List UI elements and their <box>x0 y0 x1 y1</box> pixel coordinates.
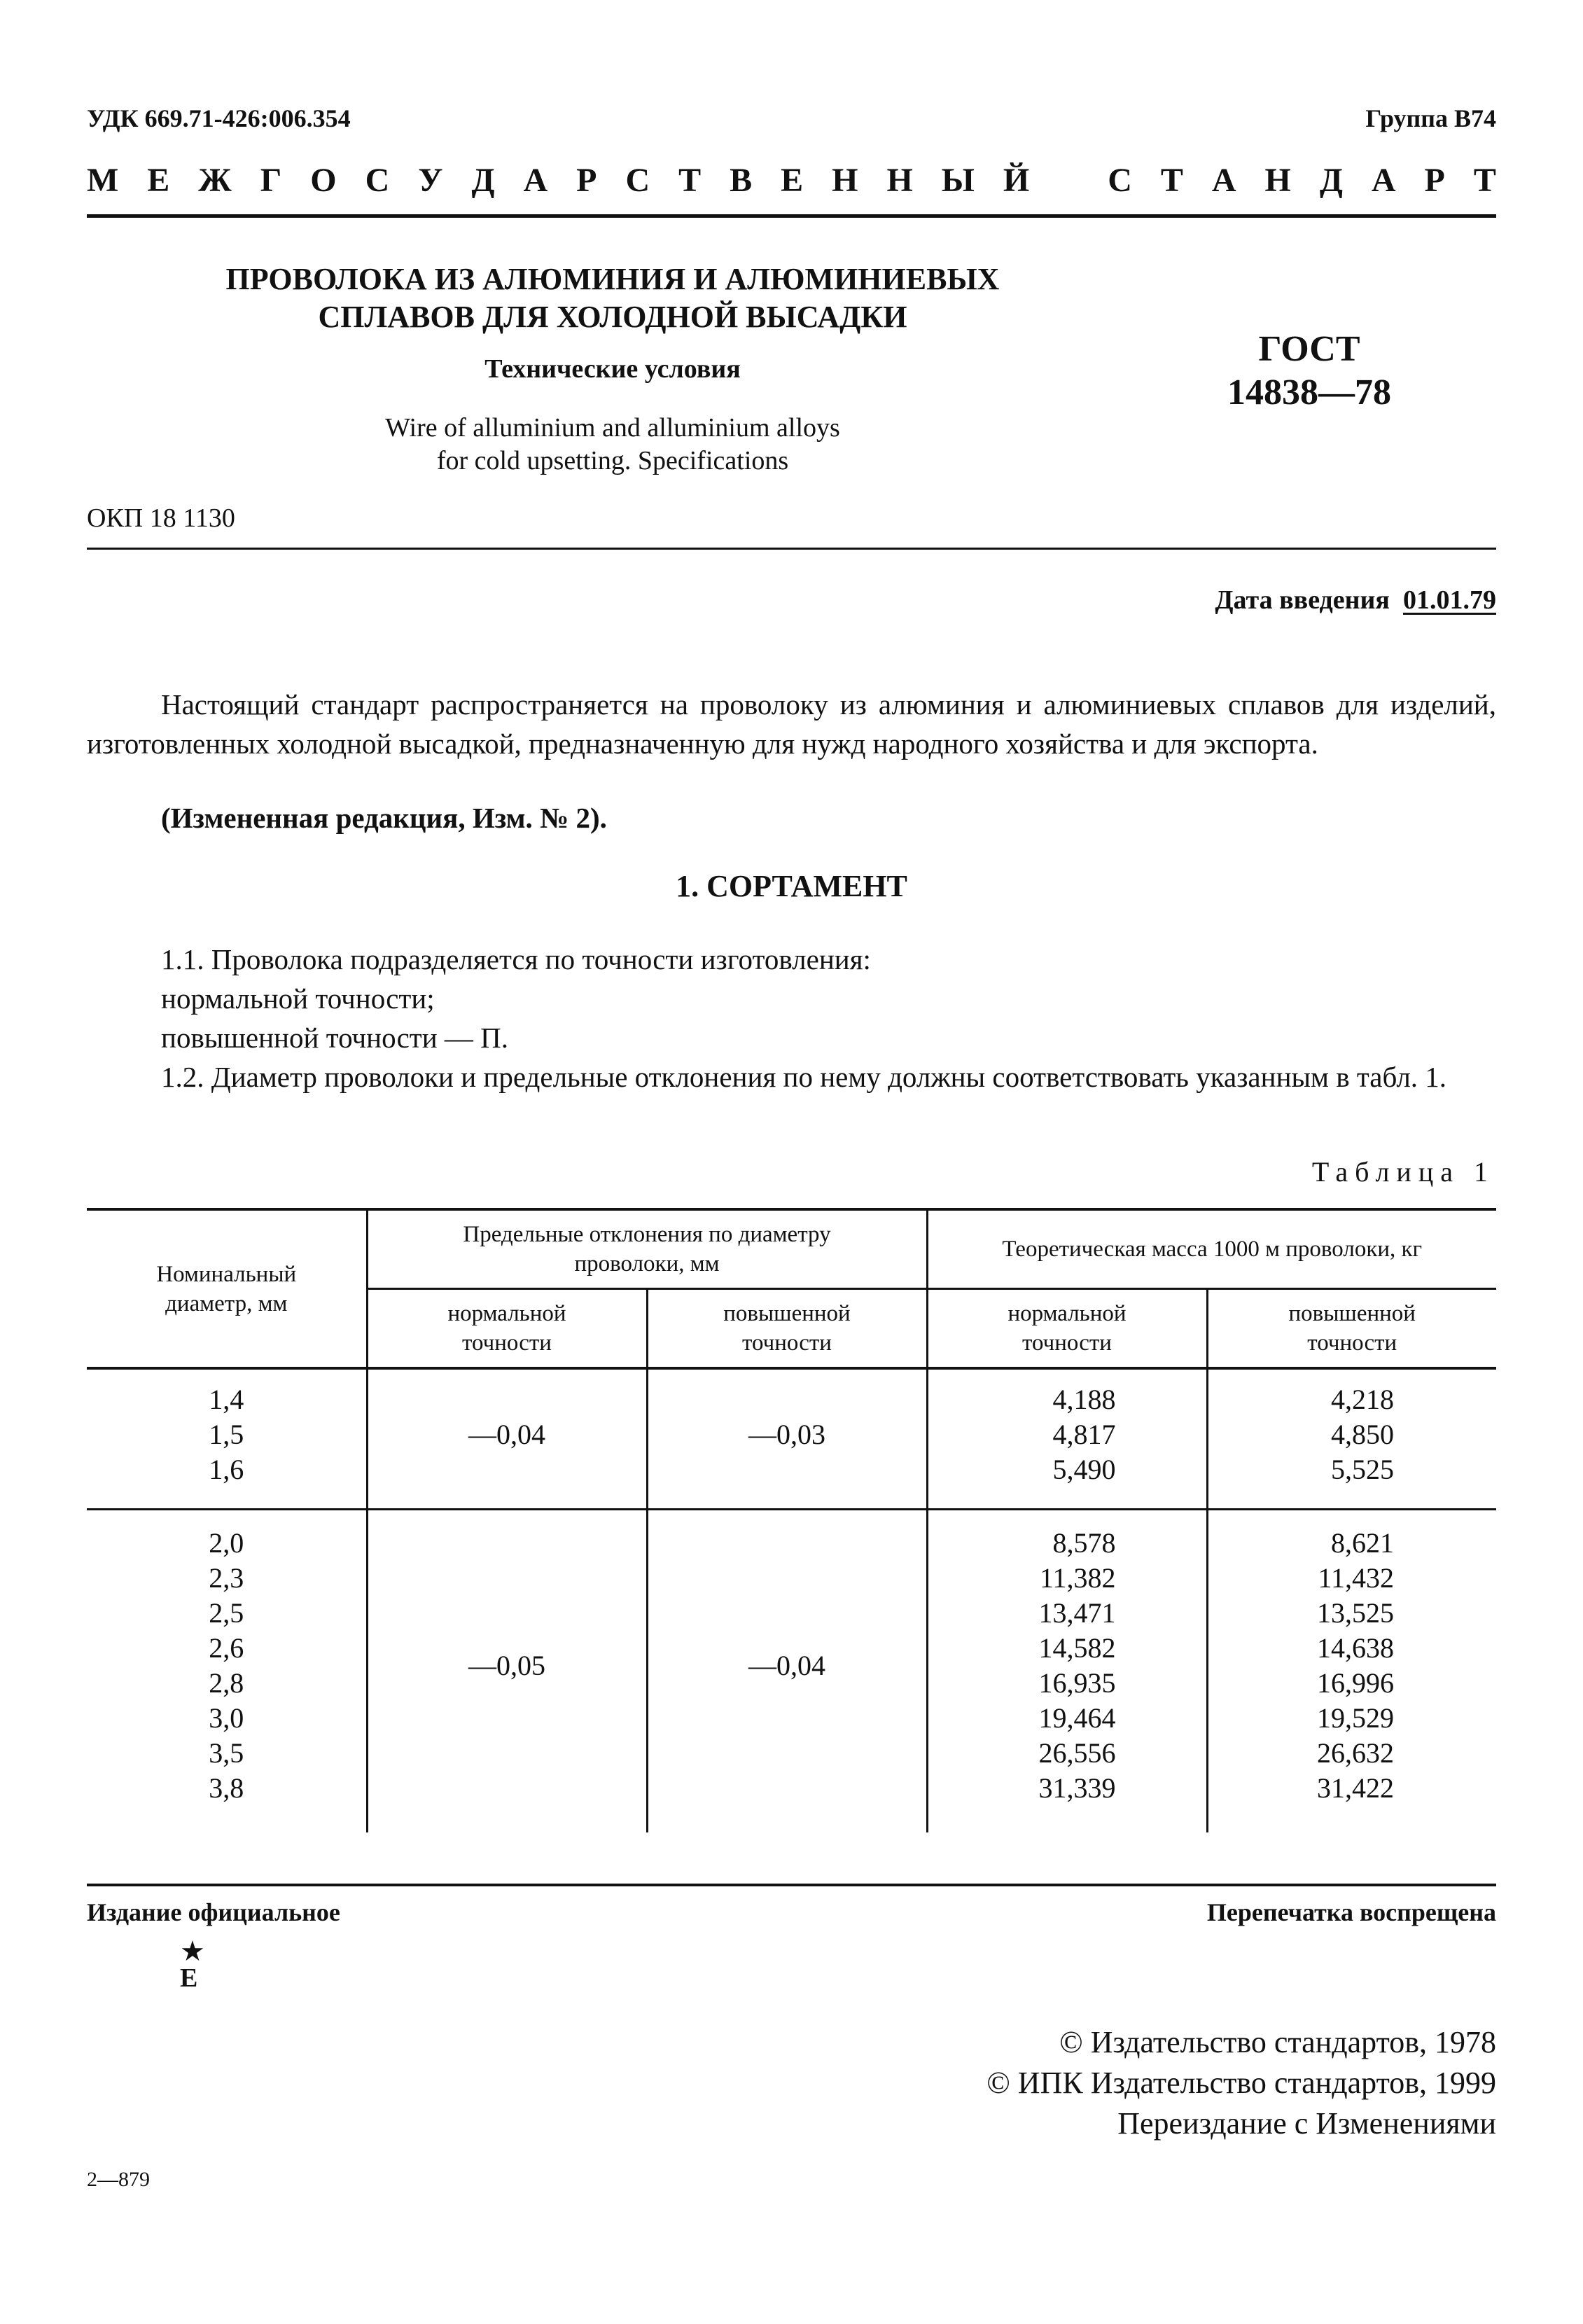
copyright-block <box>986 2022 1496 2144</box>
cell-value: 8,621 <box>1331 1527 1394 1559</box>
cell-value: 11,432 <box>1318 1562 1394 1594</box>
official-edition: Издание официальное <box>87 1898 340 1926</box>
heading-gap <box>1058 161 1079 200</box>
cell-mass-high <box>1207 1510 1496 1833</box>
cell-value: 19,464 <box>1038 1702 1116 1734</box>
copyright-1999: © ИПК Издательство стандартов, 1999 <box>986 2066 1496 2100</box>
header-dev-normal: нормальной точности <box>367 1289 647 1369</box>
cell-value: 1,6 <box>209 1454 244 1485</box>
heading-letter: Р <box>576 162 597 199</box>
cell-value: 4,817 <box>1052 1419 1116 1450</box>
header-mass-high: повышенной точности <box>1207 1289 1496 1369</box>
cell-dev-high: —0,03 <box>647 1368 927 1510</box>
document-title <box>140 260 1085 336</box>
gost-designation <box>1183 328 1435 415</box>
english-title-line-2: for cold upsetting. Specifications <box>436 446 789 475</box>
heading-letter: С <box>1108 162 1132 199</box>
english-title-line-1: Wire of alluminium and alluminium alloys <box>385 413 840 443</box>
cell-value: 2,8 <box>209 1667 244 1699</box>
heading-letter: Р <box>1424 162 1445 199</box>
heading-letter: М <box>87 162 119 199</box>
star-icon: ★ <box>180 1935 205 1967</box>
cell-value: 16,935 <box>1038 1667 1116 1699</box>
gost-number: 14838—78 <box>1227 373 1391 412</box>
table-row <box>87 1510 1496 1833</box>
section-heading: 1. СОРТАМЕНТ <box>676 869 907 903</box>
heading-letter: Н <box>832 162 858 199</box>
cell-dev-normal: —0,04 <box>367 1368 647 1510</box>
heading-letter: Е <box>781 162 804 199</box>
cell-value: 3,8 <box>209 1772 244 1804</box>
cell-value: 3,5 <box>209 1737 244 1769</box>
heading-letter: Е <box>147 162 170 199</box>
cell-value: 13,471 <box>1038 1597 1116 1629</box>
table-1 <box>87 1208 1496 1832</box>
title-line-1: ПРОВОЛОКА ИЗ АЛЮМИНИЯ И АЛЮМИНИЕВЫХ <box>225 262 1000 296</box>
amendment-note: (Измененная редакция, Изм. № 2). <box>161 802 607 834</box>
cell-mass-normal <box>927 1368 1207 1510</box>
title-rule <box>87 548 1496 550</box>
heading-letter: Д <box>471 162 495 199</box>
cell-value: 14,638 <box>1317 1632 1394 1664</box>
copyright-1978: © Издательство стандартов, 1978 <box>1059 2025 1496 2059</box>
cell-value: 14,582 <box>1038 1632 1116 1664</box>
page-code: 2—879 <box>87 2168 150 2191</box>
heading-letter: В <box>730 162 753 199</box>
header-mass: Теоретическая масса 1000 м проволоки, кг <box>927 1209 1496 1289</box>
heading-letter: А <box>523 162 548 199</box>
header-rule <box>87 214 1496 218</box>
cell-diameters <box>87 1368 367 1510</box>
heading-letter: С <box>625 162 650 199</box>
cell-value: 3,0 <box>209 1702 244 1734</box>
cell-value: 26,556 <box>1038 1737 1116 1769</box>
cell-value: 11,382 <box>1039 1562 1116 1594</box>
header-deviation: Предельные отклонения по диаметру проволоки, мм <box>367 1209 927 1289</box>
group-code: Группа В74 <box>1365 104 1496 132</box>
gost-label: ГОСТ <box>1258 329 1360 369</box>
cell-value: 5,525 <box>1331 1454 1394 1485</box>
header-mass-normal: нормальной точности <box>927 1289 1207 1369</box>
english-title <box>140 412 1085 478</box>
intro-date-value: 01.01.79 <box>1403 585 1496 615</box>
cell-value: 31,422 <box>1317 1772 1394 1804</box>
table-caption: Таблица 1 <box>1311 1156 1495 1188</box>
heading-letter: С <box>365 162 390 199</box>
cell-value: 2,3 <box>209 1562 244 1594</box>
heading-letter: А <box>1371 162 1396 199</box>
header-dev-high: повышенной точности <box>647 1289 927 1369</box>
scope-paragraph: Настоящий стандарт распространяется на проволоку из алюминия и алюминиевых сплавов для изделий, изготовленных холодной высадкой, предназначенную для нужд народного хозяйства и для экспорта. <box>87 688 1496 760</box>
table-row <box>87 1368 1496 1510</box>
heading-letter: Т <box>678 162 702 199</box>
paragraph-1-1-normal: нормальной точности; <box>161 982 435 1015</box>
intro-date <box>1215 585 1496 615</box>
heading-letter: Ы <box>941 162 975 199</box>
cell-value: 4,218 <box>1331 1384 1394 1415</box>
edition-mark: Е <box>180 1963 198 1993</box>
cell-value: 31,339 <box>1038 1772 1116 1804</box>
footer-rule <box>87 1884 1496 1886</box>
reprint-prohibited: Перепечатка воспрещена <box>1206 1898 1496 1926</box>
heading-letter: А <box>1211 162 1236 199</box>
cell-dev-high: —0,04 <box>647 1510 927 1833</box>
cell-value: 1,5 <box>209 1419 244 1450</box>
heading-letter: Г <box>260 162 282 199</box>
paragraph-1-1-high: повышенной точности — П. <box>161 1022 509 1054</box>
cell-diameters <box>87 1510 367 1833</box>
standard-type-heading <box>87 161 1496 200</box>
cell-value: 2,5 <box>209 1597 244 1629</box>
paragraph-1-2: 1.2. Диаметр проволоки и предельные отклонения по нему должны соответствовать указанным в табл. 1. <box>161 1061 1447 1093</box>
cell-value: 1,4 <box>209 1384 244 1415</box>
heading-letter: У <box>418 162 443 199</box>
cell-value: 2,0 <box>209 1527 244 1559</box>
cell-value: 2,6 <box>209 1632 244 1664</box>
heading-letter: Й <box>1003 162 1030 199</box>
cell-value: 8,578 <box>1052 1527 1116 1559</box>
cell-mass-high <box>1207 1368 1496 1510</box>
cell-dev-normal: —0,05 <box>367 1510 647 1833</box>
title-line-2: СПЛАВОВ ДЛЯ ХОЛОДНОЙ ВЫСАДКИ <box>318 300 907 334</box>
cell-value: 4,850 <box>1331 1419 1394 1450</box>
cell-value: 16,996 <box>1317 1667 1394 1699</box>
udk-code: УДК 669.71-426:006.354 <box>87 104 351 132</box>
reissue-note: Переиздание с Изменениями <box>1117 2106 1496 2141</box>
header-diameter: Номинальный диаметр, мм <box>87 1209 367 1368</box>
heading-letter: Н <box>886 162 913 199</box>
cell-mass-normal <box>927 1510 1207 1833</box>
heading-letter: Ж <box>198 162 232 199</box>
cell-value: 5,490 <box>1052 1454 1116 1485</box>
heading-letter: О <box>310 162 337 199</box>
cell-value: 26,632 <box>1317 1737 1394 1769</box>
heading-letter: Т <box>1473 162 1496 199</box>
cell-value: 19,529 <box>1317 1702 1394 1734</box>
cell-value: 4,188 <box>1052 1384 1116 1415</box>
heading-letter: Д <box>1319 162 1343 199</box>
intro-date-label: Дата введения <box>1215 585 1390 615</box>
heading-letter: Т <box>1160 162 1183 199</box>
cell-value: 13,525 <box>1317 1597 1394 1629</box>
document-subtitle: Технические условия <box>484 354 741 384</box>
okp-code: ОКП 18 1130 <box>87 503 235 533</box>
heading-letter: Н <box>1264 162 1291 199</box>
paragraph-1-1: 1.1. Проволока подразделяется по точности изготовления: <box>161 943 871 975</box>
